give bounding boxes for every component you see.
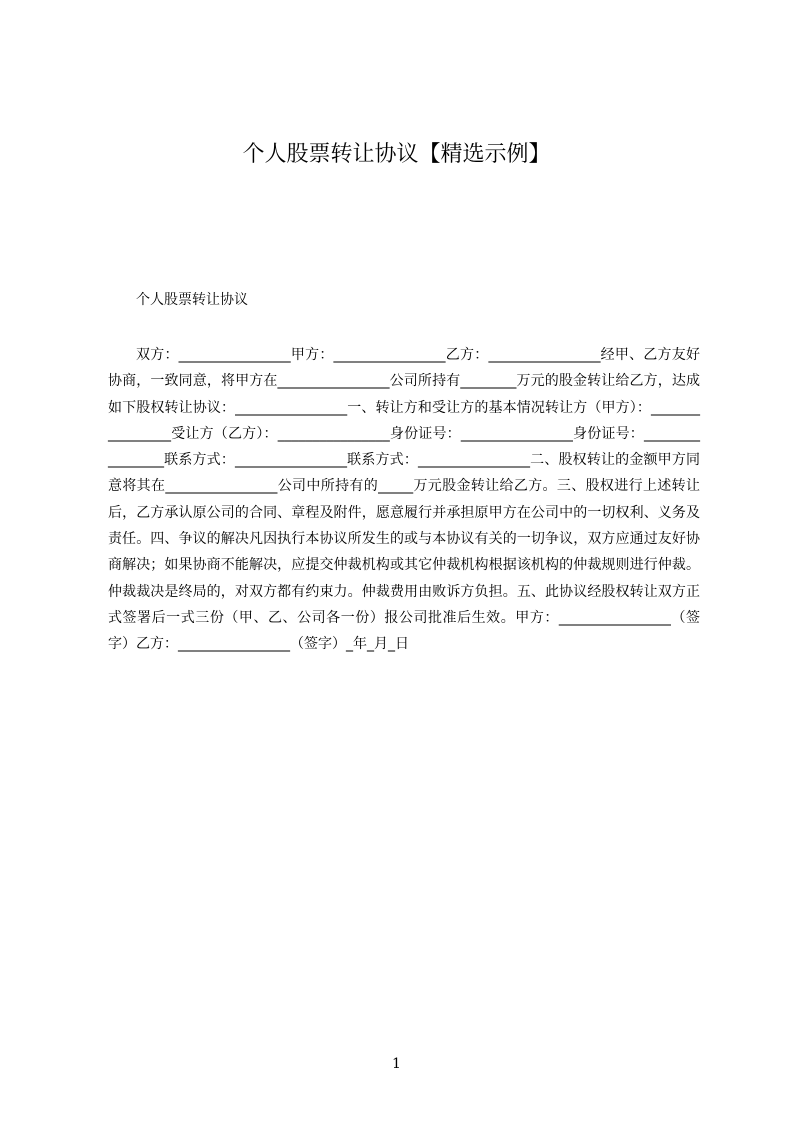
agreement-subtitle: 个人股票转让协议	[136, 292, 248, 308]
agreement-body: 双方：________________甲方：________________乙方：________________经甲、乙方友好协商，一致同意，将甲方在________________公司所持有________万元的股金转让给乙方，达成如下股权转让协议：________________一、转让方和受让方的基本情况转让方（甲方）：________________受让方（乙方）：________________身份证号：________________身份证号：________________联系方式：________________联系方式：________________二、股权转让的金额甲方同意将其在________________公司中所持有的_____万元股金转让给乙方。三、股权进行上述转让后，乙方承认原公司的合同、章程及附件，愿意履行并承担原甲方在公司中的一切权利、义务及责任。四、争议的解决凡因执行本协议所发生的或与本协议有关的一切争议，双方应通过友好协商解决；如果协商不能解决，应提交仲裁机构或其它仲裁机构根据该机构的仲裁规则进行仲裁。仲裁裁决是终局的，对双方都有约束力。仲裁费用由败诉方负担。五、此协议经股权转让双方正式签署后一式三份（甲、乙、公司各一份）报公司批准后生效。甲方：________________（签字）乙方：________________（签字）_年_月_日	[108, 347, 700, 653]
page-number: 1	[392, 1056, 401, 1072]
document-title: 个人股票转让协议【精选示例】	[242, 142, 551, 167]
